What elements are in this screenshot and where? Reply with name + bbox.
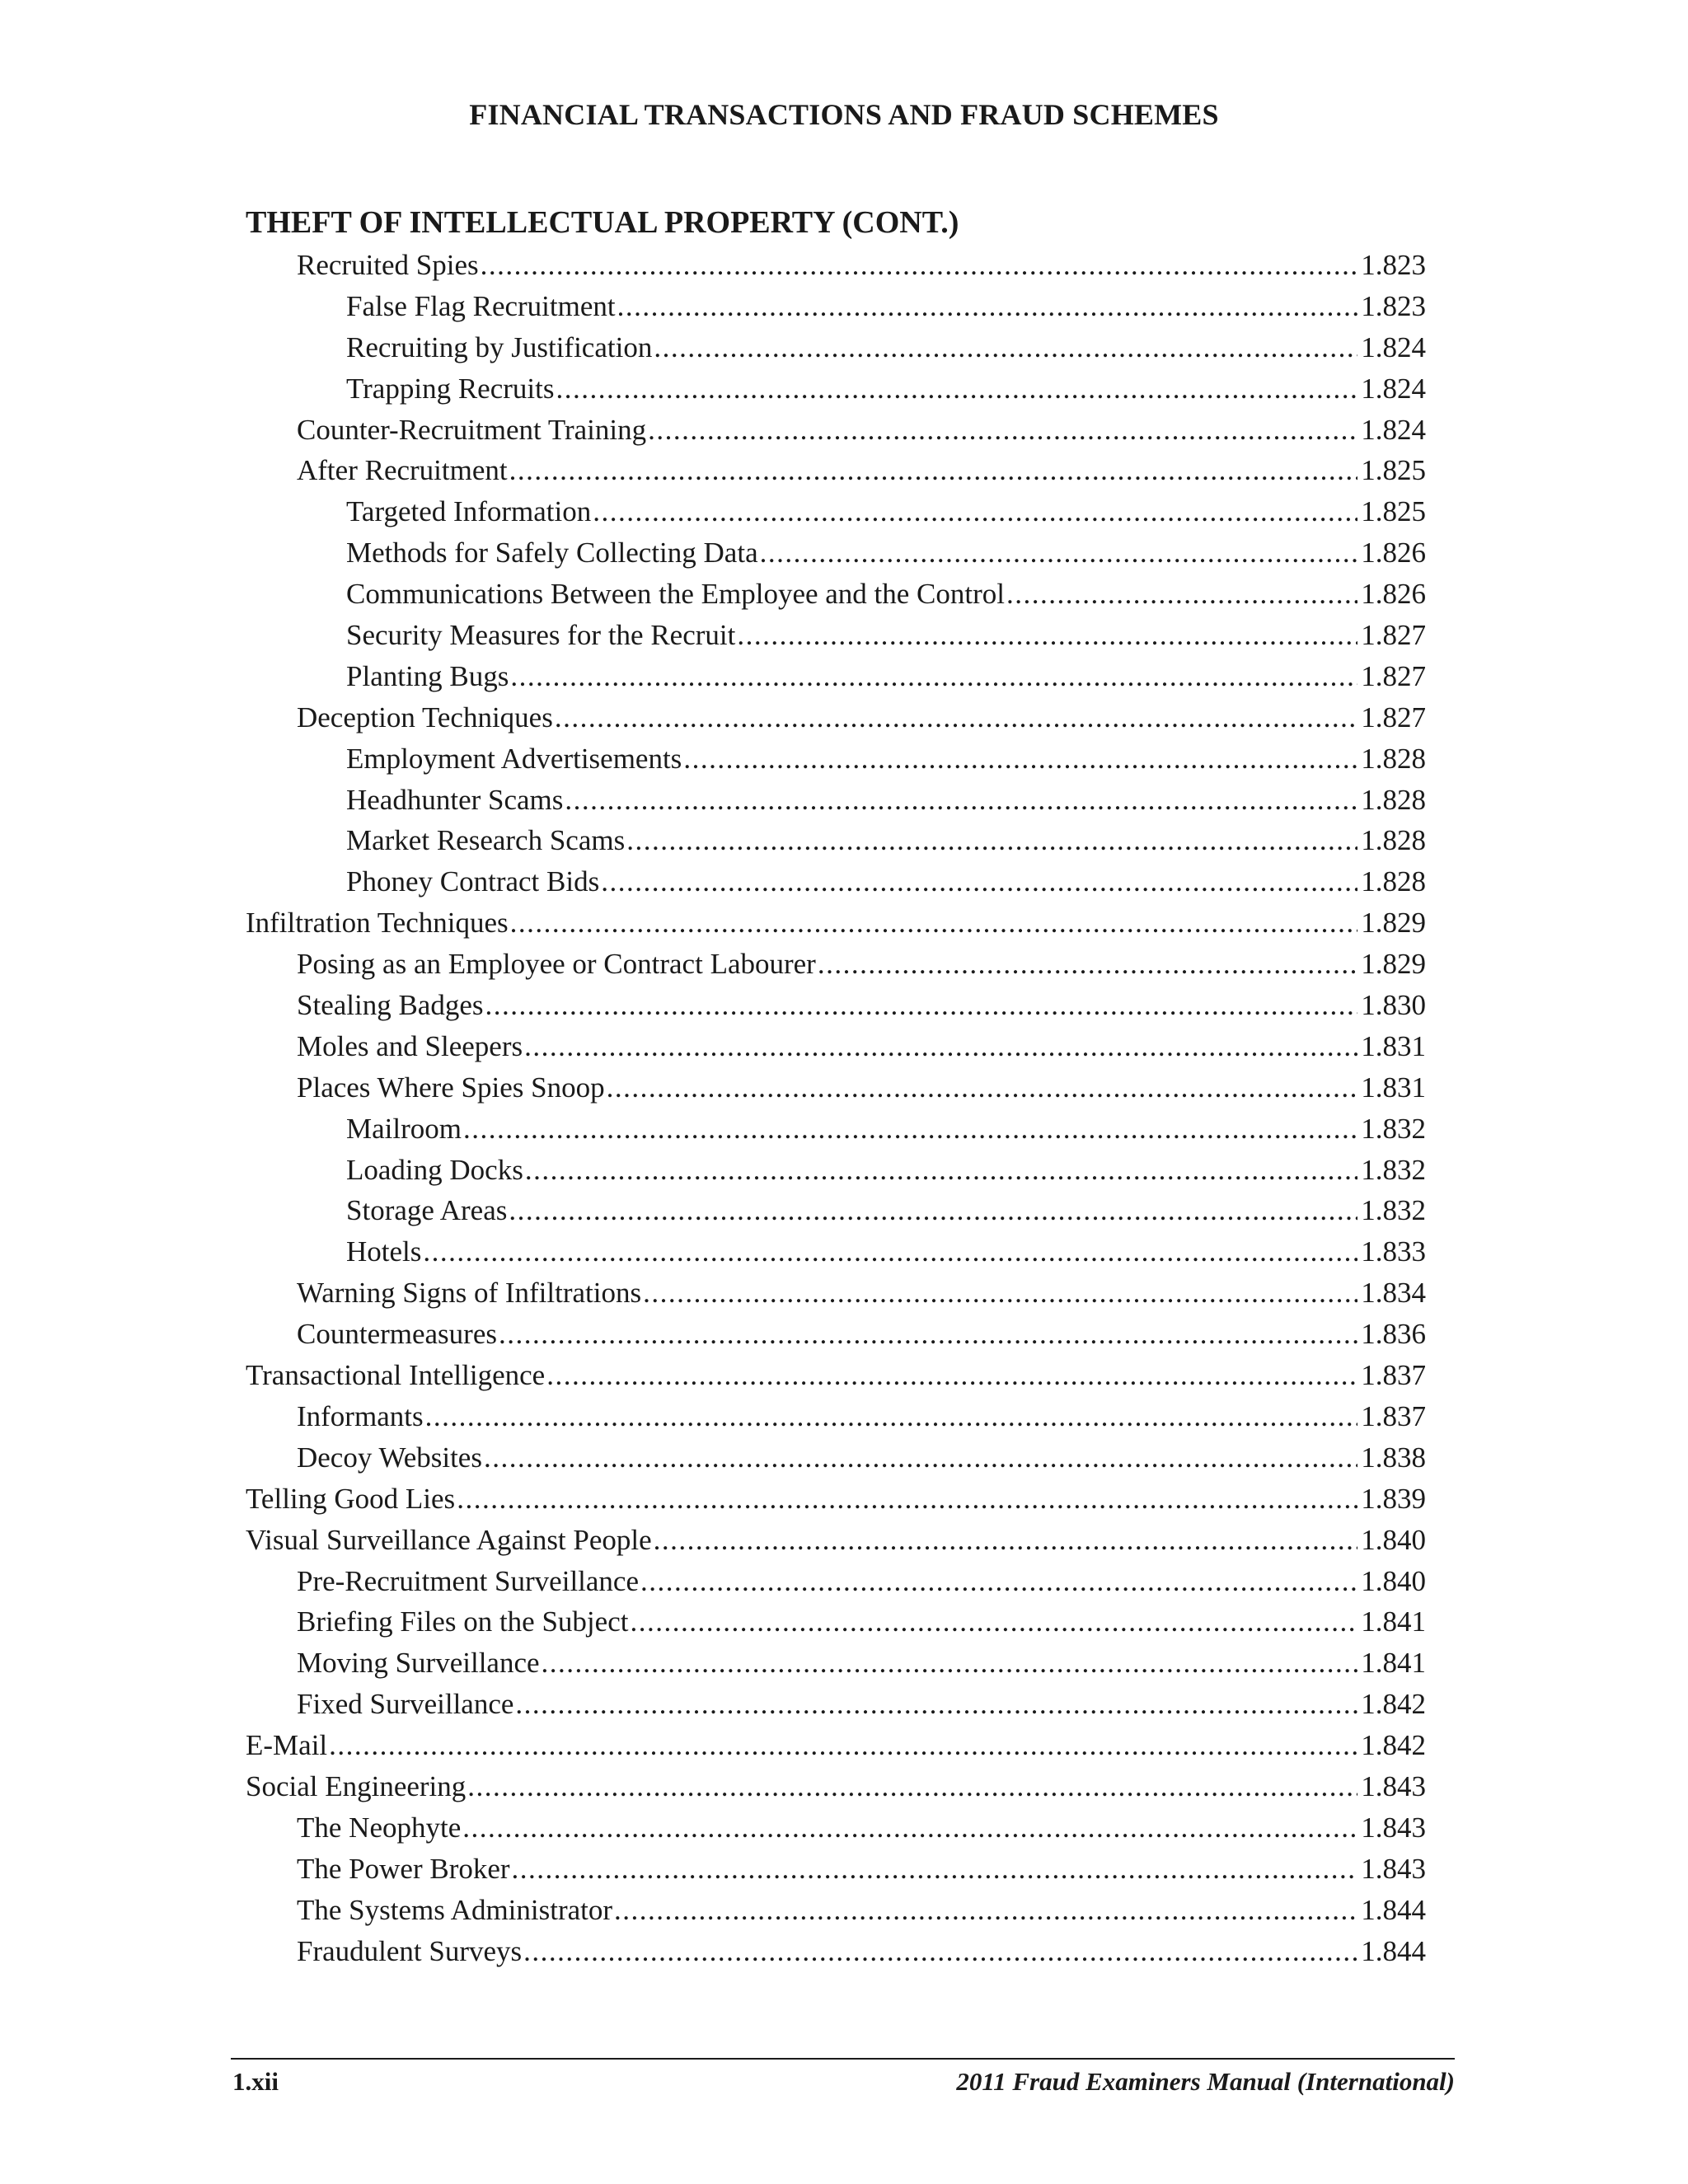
toc-entry-page: 1.824 bbox=[1361, 372, 1426, 405]
toc-entry-page: 1.828 bbox=[1361, 824, 1426, 857]
toc-entry[interactable] bbox=[246, 373, 1426, 414]
toc-entry-page: 1.828 bbox=[1361, 865, 1426, 898]
toc-entry[interactable] bbox=[246, 989, 1426, 1030]
toc-entry[interactable] bbox=[246, 1853, 1426, 1894]
toc-entry[interactable] bbox=[246, 743, 1426, 784]
toc-entry[interactable] bbox=[246, 1154, 1426, 1195]
toc-entry-label: Targeted Information bbox=[346, 495, 592, 528]
toc-entry-page: 1.831 bbox=[1361, 1029, 1426, 1062]
toc-entry[interactable] bbox=[246, 1483, 1426, 1524]
toc-dot-leader bbox=[510, 907, 1358, 940]
toc-dot-leader bbox=[423, 1235, 1357, 1268]
toc-dot-leader bbox=[463, 1113, 1357, 1146]
toc-entry-label: Decoy Websites bbox=[297, 1441, 482, 1474]
toc-entry[interactable] bbox=[246, 1400, 1426, 1441]
toc-dot-leader bbox=[525, 1154, 1357, 1187]
toc-entry-page: 1.844 bbox=[1361, 1934, 1426, 1967]
toc-entry[interactable] bbox=[246, 578, 1426, 619]
toc-entry-page: 1.839 bbox=[1361, 1482, 1426, 1515]
footer-page-number: 1.xii bbox=[232, 2067, 279, 2096]
toc-entry-page: 1.842 bbox=[1361, 1729, 1426, 1762]
toc-entry-page: 1.841 bbox=[1361, 1605, 1426, 1638]
toc-dot-leader bbox=[509, 454, 1358, 487]
toc-dot-leader bbox=[654, 331, 1357, 364]
toc-entry-page: 1.834 bbox=[1361, 1277, 1426, 1310]
toc-dot-leader bbox=[565, 784, 1357, 817]
toc-entry-label: Pre-Recruitment Surveillance bbox=[297, 1564, 639, 1597]
toc-entry-label: Employment Advertisements bbox=[346, 742, 682, 775]
toc-entry-page: 1.843 bbox=[1361, 1769, 1426, 1802]
toc-dot-leader bbox=[630, 1605, 1357, 1638]
toc-entry-page: 1.843 bbox=[1361, 1811, 1426, 1844]
toc-entry-page: 1.837 bbox=[1361, 1359, 1426, 1392]
toc-entry-label: Posing as an Employee or Contract Labourer bbox=[297, 948, 816, 981]
toc-dot-leader bbox=[499, 1318, 1357, 1351]
toc-dot-leader bbox=[614, 1894, 1357, 1927]
toc-entry[interactable] bbox=[246, 824, 1426, 865]
toc-entry-page: 1.827 bbox=[1361, 659, 1426, 692]
toc-entry[interactable] bbox=[246, 701, 1426, 743]
toc-entry[interactable] bbox=[246, 1277, 1426, 1318]
toc-dot-leader bbox=[524, 1030, 1357, 1063]
toc-entry[interactable] bbox=[246, 1894, 1426, 1935]
toc-entry[interactable] bbox=[246, 784, 1426, 825]
toc-entry-page: 1.837 bbox=[1361, 1399, 1426, 1432]
toc-dot-leader bbox=[683, 743, 1357, 776]
toc-dot-leader bbox=[510, 660, 1357, 693]
toc-dot-leader bbox=[546, 1359, 1357, 1392]
toc-entry[interactable] bbox=[246, 1688, 1426, 1729]
toc-entry-label: False Flag Recruitment bbox=[346, 289, 616, 322]
toc-entry-label: The Systems Administrator bbox=[297, 1893, 613, 1926]
toc-entry-label: Stealing Badges bbox=[297, 989, 484, 1022]
toc-dot-leader bbox=[425, 1400, 1358, 1433]
table-of-contents bbox=[246, 249, 1426, 1975]
toc-dot-leader bbox=[485, 989, 1358, 1022]
toc-entry-label: Phoney Contract Bids bbox=[346, 865, 600, 898]
toc-entry[interactable] bbox=[246, 1935, 1426, 1976]
toc-entry-page: 1.833 bbox=[1361, 1235, 1426, 1268]
toc-entry-label: Social Engineering bbox=[246, 1769, 467, 1802]
toc-entry-label: Hotels bbox=[346, 1235, 422, 1268]
toc-dot-leader bbox=[617, 290, 1358, 323]
toc-dot-leader bbox=[515, 1688, 1357, 1721]
toc-entry[interactable] bbox=[246, 495, 1426, 537]
toc-dot-leader bbox=[737, 619, 1357, 652]
toc-entry-page: 1.836 bbox=[1361, 1318, 1426, 1351]
toc-entry[interactable] bbox=[246, 619, 1426, 660]
toc-entry-page: 1.824 bbox=[1361, 330, 1426, 363]
toc-dot-leader bbox=[601, 865, 1357, 898]
toc-entry-label: Visual Surveillance Against People bbox=[246, 1523, 652, 1556]
footer-publication-title: 2011 Fraud Examiners Manual (International) bbox=[956, 2067, 1455, 2096]
toc-entry[interactable] bbox=[246, 414, 1426, 455]
toc-entry-label: Countermeasures bbox=[297, 1318, 497, 1351]
toc-entry-page: 1.832 bbox=[1361, 1153, 1426, 1186]
toc-entry-label: Telling Good Lies bbox=[246, 1482, 456, 1515]
toc-entry[interactable] bbox=[246, 1729, 1426, 1770]
toc-entry[interactable] bbox=[246, 660, 1426, 701]
toc-entry-page: 1.838 bbox=[1361, 1441, 1426, 1474]
toc-entry[interactable] bbox=[246, 865, 1426, 907]
toc-entry-label: Moving Surveillance bbox=[297, 1647, 540, 1680]
toc-dot-leader bbox=[654, 1524, 1358, 1557]
toc-entry-label: Infiltration Techniques bbox=[246, 907, 509, 940]
toc-entry[interactable] bbox=[246, 1071, 1426, 1113]
toc-dot-leader bbox=[643, 1277, 1357, 1310]
toc-entry-label: Counter-Recruitment Training bbox=[297, 413, 647, 446]
toc-entry-label: Communications Between the Employee and the Control bbox=[346, 578, 1006, 611]
toc-dot-leader bbox=[626, 824, 1357, 857]
toc-entry[interactable] bbox=[246, 1194, 1426, 1235]
toc-entry-label: Security Measures for the Recruit bbox=[346, 619, 736, 652]
toc-entry[interactable] bbox=[246, 1030, 1426, 1071]
toc-entry[interactable] bbox=[246, 907, 1426, 948]
running-header: FINANCIAL TRANSACTIONS AND FRAUD SCHEMES bbox=[469, 98, 1219, 131]
toc-entry[interactable] bbox=[246, 1565, 1426, 1606]
toc-entry[interactable] bbox=[246, 249, 1426, 290]
toc-entry[interactable] bbox=[246, 1318, 1426, 1359]
toc-dot-leader bbox=[457, 1483, 1357, 1516]
toc-entry[interactable] bbox=[246, 1113, 1426, 1154]
toc-entry[interactable] bbox=[246, 1811, 1426, 1853]
toc-dot-leader bbox=[555, 701, 1357, 734]
toc-dot-leader bbox=[556, 373, 1357, 405]
toc-entry[interactable] bbox=[246, 1235, 1426, 1277]
toc-entry-page: 1.843 bbox=[1361, 1852, 1426, 1885]
toc-entry-page: 1.830 bbox=[1361, 989, 1426, 1022]
toc-dot-leader bbox=[640, 1565, 1357, 1598]
toc-dot-leader bbox=[648, 414, 1357, 447]
toc-dot-leader bbox=[523, 1935, 1357, 1968]
toc-entry-label: Transactional Intelligence bbox=[246, 1359, 546, 1392]
toc-entry-label: Briefing Files on the Subject bbox=[297, 1605, 629, 1638]
toc-entry-page: 1.832 bbox=[1361, 1194, 1426, 1227]
toc-entry-page: 1.840 bbox=[1361, 1564, 1426, 1597]
toc-dot-leader bbox=[542, 1647, 1358, 1680]
toc-entry-page: 1.827 bbox=[1361, 619, 1426, 652]
toc-entry-page: 1.824 bbox=[1361, 413, 1426, 446]
toc-entry-page: 1.827 bbox=[1361, 701, 1426, 733]
toc-entry-label: Market Research Scams bbox=[346, 824, 626, 857]
toc-entry-page: 1.826 bbox=[1361, 537, 1426, 569]
toc-entry[interactable] bbox=[246, 1524, 1426, 1565]
toc-entry-page: 1.828 bbox=[1361, 783, 1426, 816]
toc-entry-label: Informants bbox=[297, 1399, 424, 1432]
toc-entry-label: Recruiting by Justification bbox=[346, 330, 653, 363]
toc-entry[interactable] bbox=[246, 454, 1426, 495]
toc-entry-label: Trapping Recruits bbox=[346, 372, 555, 405]
toc-entry[interactable] bbox=[246, 1605, 1426, 1647]
toc-entry-label: Planting Bugs bbox=[346, 659, 509, 692]
toc-entry[interactable] bbox=[246, 331, 1426, 373]
toc-dot-leader bbox=[329, 1729, 1357, 1762]
toc-entry-page: 1.831 bbox=[1361, 1071, 1426, 1104]
toc-dot-leader bbox=[484, 1441, 1357, 1474]
toc-dot-leader bbox=[760, 537, 1358, 569]
toc-dot-leader bbox=[467, 1770, 1357, 1803]
toc-entry-label: Recruited Spies bbox=[297, 249, 479, 281]
toc-entry-label: Headhunter Scams bbox=[346, 783, 564, 816]
toc-entry-page: 1.825 bbox=[1361, 495, 1426, 528]
toc-entry-label: Deception Techniques bbox=[297, 701, 553, 733]
toc-entry-label: Fraudulent Surveys bbox=[297, 1934, 523, 1967]
toc-dot-leader bbox=[512, 1853, 1358, 1886]
toc-entry-label: E-Mail bbox=[246, 1729, 328, 1762]
toc-entry-label: Fixed Surveillance bbox=[297, 1688, 514, 1721]
toc-entry[interactable] bbox=[246, 948, 1426, 989]
footer-divider bbox=[231, 2058, 1455, 2060]
toc-entry-page: 1.823 bbox=[1361, 289, 1426, 322]
toc-entry-label: Warning Signs of Infiltrations bbox=[297, 1277, 642, 1310]
toc-entry[interactable] bbox=[246, 1770, 1426, 1811]
toc-entry-label: Moles and Sleepers bbox=[297, 1029, 523, 1062]
toc-dot-leader bbox=[481, 249, 1358, 282]
toc-dot-leader bbox=[509, 1194, 1357, 1227]
toc-dot-leader bbox=[1006, 578, 1357, 611]
toc-entry-label: Loading Docks bbox=[346, 1153, 523, 1186]
toc-entry[interactable] bbox=[246, 1441, 1426, 1483]
toc-entry-page: 1.829 bbox=[1361, 948, 1426, 981]
toc-dot-leader bbox=[818, 948, 1357, 981]
toc-entry-page: 1.832 bbox=[1361, 1112, 1426, 1145]
toc-entry-label: Places Where Spies Snoop bbox=[297, 1071, 605, 1104]
toc-entry-label: Methods for Safely Collecting Data bbox=[346, 537, 758, 569]
toc-entry-page: 1.829 bbox=[1361, 907, 1426, 940]
toc-dot-leader bbox=[462, 1811, 1357, 1844]
toc-dot-leader bbox=[607, 1071, 1358, 1104]
toc-dot-leader bbox=[593, 495, 1357, 528]
toc-entry-page: 1.828 bbox=[1361, 742, 1426, 775]
toc-entry[interactable] bbox=[246, 290, 1426, 331]
toc-entry-page: 1.840 bbox=[1361, 1523, 1426, 1556]
toc-entry-label: After Recruitment bbox=[297, 454, 508, 487]
toc-entry-page: 1.826 bbox=[1361, 578, 1426, 611]
toc-entry-page: 1.841 bbox=[1361, 1647, 1426, 1680]
toc-entry-label: Storage Areas bbox=[346, 1194, 508, 1227]
toc-entry-page: 1.823 bbox=[1361, 249, 1426, 281]
toc-entry-label: Mailroom bbox=[346, 1112, 462, 1145]
toc-entry-page: 1.825 bbox=[1361, 454, 1426, 487]
toc-entry-page: 1.842 bbox=[1361, 1688, 1426, 1721]
toc-entry-page: 1.844 bbox=[1361, 1893, 1426, 1926]
toc-entry-label: The Power Broker bbox=[297, 1852, 510, 1885]
toc-entry[interactable] bbox=[246, 537, 1426, 578]
toc-entry-label: The Neophyte bbox=[297, 1811, 462, 1844]
section-title: THEFT OF INTELLECTUAL PROPERTY (CONT.) bbox=[246, 205, 959, 240]
toc-entry[interactable] bbox=[246, 1359, 1426, 1400]
toc-entry[interactable] bbox=[246, 1647, 1426, 1688]
